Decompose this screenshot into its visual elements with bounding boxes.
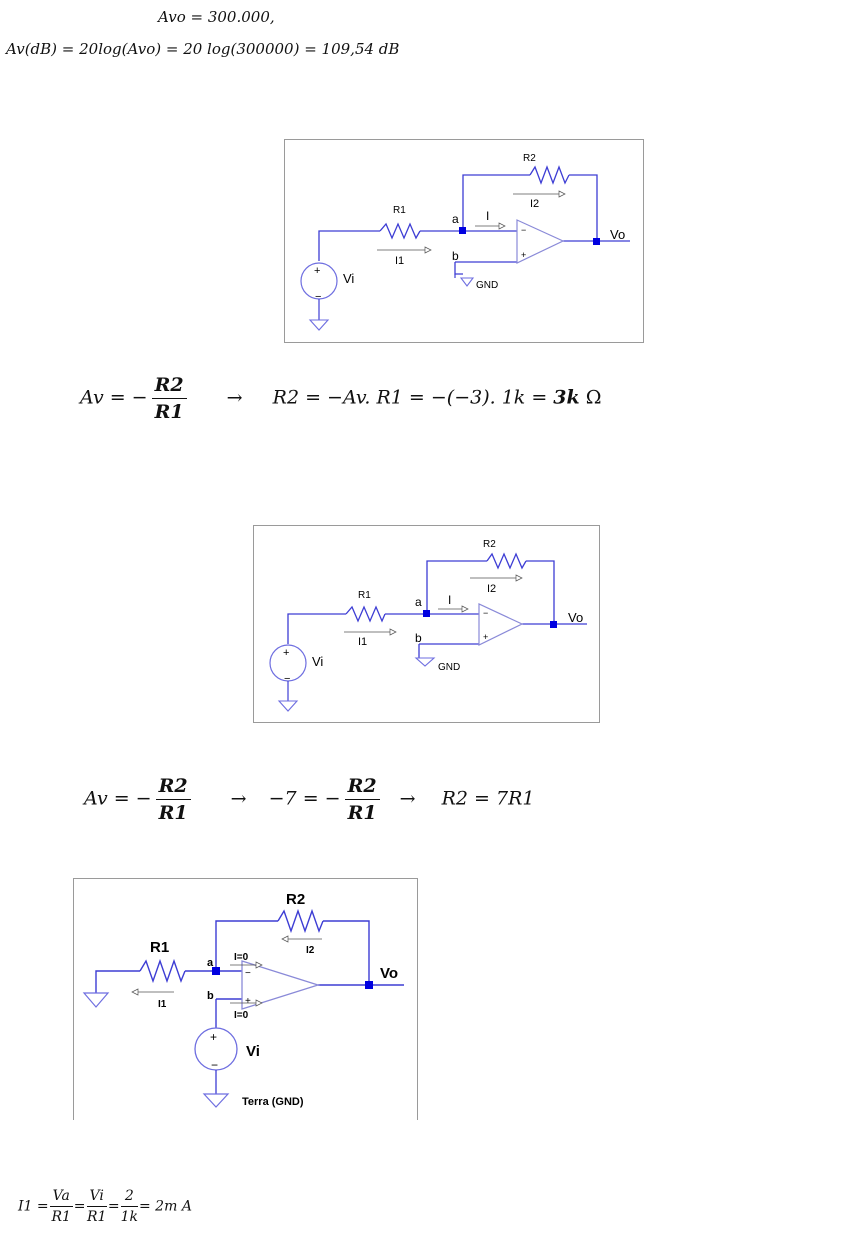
svg-text:−: −: [245, 968, 251, 979]
equation-r2-7r1: Av = − $\frac{R2}{R1}$ → −7 = − $\frac{R2}{R1}$ → R2 = 7R1: [84, 775, 535, 824]
label-a: a: [207, 957, 214, 969]
label-gnd: GND: [476, 280, 499, 291]
label-gnd: Terra (GND): [242, 1096, 304, 1108]
label-vo: Vo: [610, 227, 626, 242]
fraction-2-1k: $\frac{2}{1k}$: [120, 1188, 138, 1225]
label-i1: I1: [158, 999, 167, 1010]
circuit-diagram-2: [253, 525, 600, 723]
fraction-vi-r1: $\frac{Vi}{R1}$: [86, 1188, 107, 1225]
label-r1: R1: [393, 205, 406, 216]
label-i1: I1: [358, 636, 368, 648]
circuit-diagram-1: [284, 139, 644, 343]
label-b: b: [452, 249, 459, 263]
fraction-va-r1: $\frac{Va}{R1}$: [51, 1188, 71, 1225]
label-r2: R2: [286, 891, 306, 908]
label-b: b: [415, 631, 422, 645]
label-b: b: [207, 990, 214, 1002]
svg-text:−: −: [284, 673, 291, 685]
label-i2: I2: [306, 945, 315, 956]
svg-text:+: +: [283, 647, 290, 659]
label-i: I: [448, 593, 452, 607]
label-a: a: [452, 212, 459, 226]
label-i1: I1: [395, 255, 405, 267]
fraction-r2-r1: $\frac{R2}{R1}$: [152, 374, 187, 423]
svg-text:+: +: [314, 265, 321, 277]
fraction-r2-r1: $\frac{R2}{R1}$: [156, 775, 191, 824]
label-gnd: GND: [438, 662, 461, 673]
label-vo: Vo: [380, 965, 399, 982]
label-r2: R2: [483, 539, 496, 550]
label-vi: Vi: [343, 271, 355, 286]
svg-text:+: +: [245, 996, 251, 1007]
label-r1: R1: [150, 939, 170, 956]
svg-text:+: +: [521, 250, 527, 260]
equation-avo: Avo = 300.000,: [158, 8, 275, 26]
svg-text:+: +: [210, 1030, 218, 1044]
equation-r2-calc: Av = − $\frac{R2}{R1}$ → R2 = −Av. R1 = −(−3). 1k = 3k Ω: [80, 374, 602, 423]
label-i: I: [486, 209, 490, 223]
svg-text:−: −: [483, 608, 489, 618]
svg-text:+: +: [483, 632, 489, 642]
equation-av-db: Av(dB) = 20log(Avo) = 20 log(300000) = 109,54 dB: [6, 40, 400, 58]
svg-text:−: −: [315, 291, 322, 303]
label-i-a: I=0: [234, 952, 249, 963]
label-a: a: [415, 595, 422, 609]
fraction-r2-r1-second: $\frac{R2}{R1}$: [345, 775, 380, 824]
label-i-b: I=0: [234, 1010, 249, 1021]
label-r2: R2: [523, 153, 536, 164]
label-i2: I2: [530, 198, 540, 210]
label-i2: I2: [487, 583, 497, 595]
circuit-diagram-3: [73, 878, 418, 1120]
label-r1: R1: [358, 590, 371, 601]
label-vi: Vi: [312, 654, 324, 669]
label-vo: Vo: [568, 610, 584, 625]
svg-text:−: −: [521, 225, 527, 235]
equation-i1: I1 = $\frac{Va}{R1}$ = $\frac{Vi}{R1}$ = $\frac{2}{1k}$ = 2m A: [18, 1188, 192, 1225]
label-vi: Vi: [246, 1043, 260, 1060]
svg-text:−: −: [211, 1058, 219, 1072]
